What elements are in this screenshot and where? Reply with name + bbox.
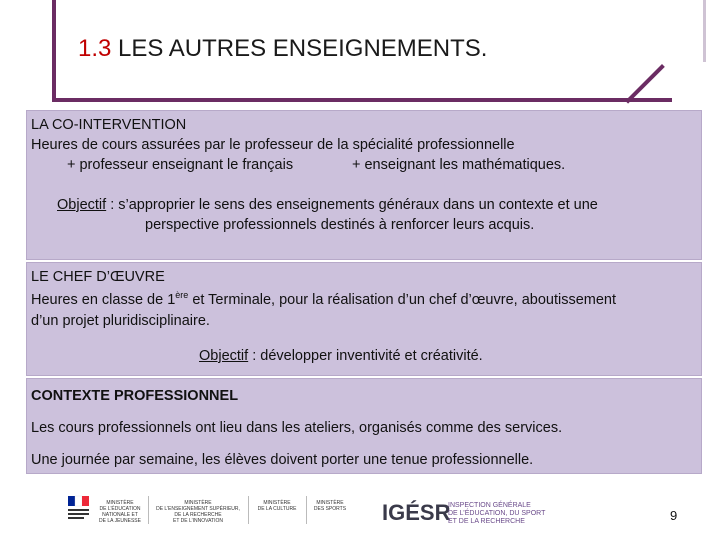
- co-intervention-objective: [57, 197, 598, 213]
- marianne-logo: [66, 494, 92, 526]
- co-intervention-line1: Heures de cours assurées par le professeur de la spécialité professionnelle: [31, 137, 515, 153]
- title-number: 1.3: [78, 35, 112, 62]
- footer-separator: [248, 496, 249, 524]
- contexte-line2: Une journée par semaine, les élèves doivent porter une tenue professionnelle.: [31, 452, 534, 468]
- co-intervention-panel: [26, 110, 702, 260]
- co-intervention-line2a: + professeur enseignant le français: [67, 157, 294, 173]
- chef-oeuvre-line1: [31, 290, 616, 308]
- chef-oeuvre-heading: LE CHEF D’ŒUVRE: [31, 269, 165, 285]
- contexte-panel: [26, 378, 702, 474]
- chef-oeuvre-line2: d’un projet pluridisciplinaire.: [31, 313, 210, 329]
- ministry-education-label: MINISTÈRE DE L’ÉDUCATION NATIONALE ET DE LA JEUNESSE: [99, 500, 141, 524]
- co-intervention-line2b: + enseignant les mathématiques.: [352, 157, 566, 173]
- frame-bottom-border: [52, 98, 672, 102]
- chef-oeuvre-objective: [199, 348, 483, 364]
- title-text: LES AUTRES ENSEIGNEMENTS.: [118, 35, 488, 62]
- ministry-culture-label: MINISTÈRE DE LA CULTURE: [257, 500, 297, 512]
- frame-right-shadow: [703, 0, 706, 62]
- ministry-higher-ed-label: MINISTÈRE DE L’ENSEIGNEMENT SUPÉRIEUR, DE LA RECHERCHE ET DE L’INNOVATION: [156, 500, 240, 524]
- chef-line1-superscript: ère: [175, 290, 189, 300]
- footer-separator: [148, 496, 149, 524]
- contexte-line1: Les cours professionnels ont lieu dans les ateliers, organisés comme des services.: [31, 420, 563, 436]
- objective-text-1: : s’approprier le sens des enseignements généraux dans un contexte et une: [106, 197, 598, 213]
- chef-oeuvre-panel: [26, 262, 702, 376]
- objective-label: Objectif: [57, 197, 107, 213]
- igesr-subtitle: INSPECTION GÉNÉRALE DE L’ÉDUCATION, DU SPORT ET DE LA RECHERCHE: [448, 502, 546, 525]
- objective-text: : développer inventivité et créativité.: [248, 348, 483, 364]
- chef-line1b: et Terminale, pour la réalisation d’un chef d’œuvre, aboutissement: [188, 291, 617, 308]
- contexte-heading: CONTEXTE PROFESSIONNEL: [31, 388, 239, 404]
- igesr-logo: IGÉSR: [382, 500, 451, 525]
- co-intervention-heading: LA CO-INTERVENTION: [31, 117, 187, 133]
- ministry-sports-label: MINISTÈRE DES SPORTS: [313, 500, 347, 512]
- title-frame: [52, 0, 706, 102]
- page-number: 9: [670, 508, 678, 523]
- objective-label: Objectif: [199, 348, 249, 364]
- frame-left-border: [52, 0, 56, 102]
- page-title: [78, 35, 487, 63]
- co-intervention-objective-line2: perspective professionnels destinés à renforcer leurs acquis.: [145, 217, 535, 233]
- footer-separator: [306, 496, 307, 524]
- chef-line1a: Heures en classe de 1: [31, 291, 176, 308]
